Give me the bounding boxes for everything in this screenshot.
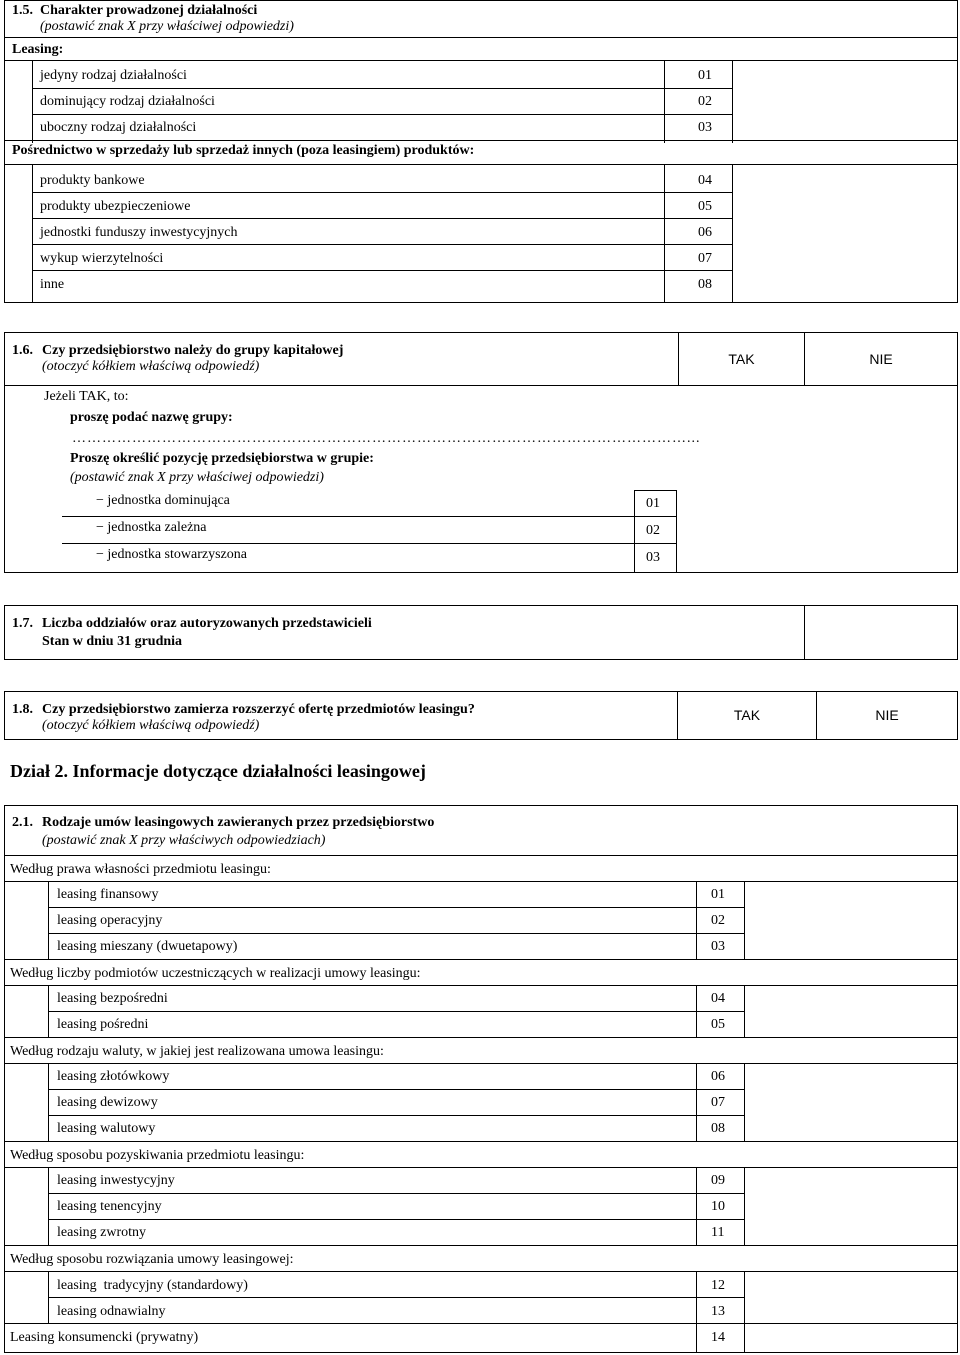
section-number: 1.8. [12, 702, 33, 717]
section-instruction: (otoczyć kółkiem właściwą odpowiedź) [42, 718, 260, 733]
count-field[interactable] [805, 606, 957, 659]
column-divider [744, 1167, 745, 1245]
divider [32, 218, 732, 219]
list-item-label: leasing tradycyjny (standardowy) [57, 1278, 248, 1293]
list-item-label: leasing odnawialny [57, 1304, 166, 1319]
divider [4, 959, 958, 960]
column-divider [744, 1271, 745, 1353]
item-text: jednostka zależna [107, 520, 207, 535]
divider [48, 1297, 744, 1298]
answer-nie[interactable]: NIE [869, 351, 893, 367]
list-item-label: leasing walutowy [57, 1121, 156, 1136]
group-heading: Według sposobu rozwiązania umowy leasingowej: [10, 1252, 294, 1267]
divider [32, 88, 732, 89]
list-item-code: 02 [711, 913, 725, 928]
name-input-dots[interactable]: ……………………………………………………………………………………………………………... [72, 431, 701, 446]
divider [48, 933, 744, 934]
column-divider [664, 164, 665, 303]
list-item-code: 04 [711, 991, 725, 1006]
podaj-nazwe-label: proszę podać nazwę grupy: [70, 410, 233, 425]
divider [4, 1063, 958, 1064]
list-item-code: 08 [698, 277, 712, 292]
jezeli-prefix: Jeżeli [44, 389, 76, 404]
divider [4, 164, 958, 165]
chapter-heading: Dział 2. Informacje dotyczące działalności leasingowej [10, 761, 426, 781]
list-item-code: 01 [711, 887, 725, 902]
list-item-label: leasing operacyjny [57, 913, 163, 928]
section-title: Czy przedsiębiorstwo zamierza rozszerzyć ofertę przedmiotów leasingu? [42, 702, 475, 717]
okreslic-label: Proszę określić pozycję przedsiębiorstwa w grupie: [70, 451, 374, 466]
list-item-label: inne [40, 277, 65, 292]
section-subtitle: Stan w dniu 31 grudnia [42, 634, 183, 649]
answer-tak[interactable]: TAK [728, 351, 755, 367]
list-item-label: leasing zwrotny [57, 1225, 147, 1240]
list-item-code: 07 [711, 1095, 725, 1110]
list-item-label: leasing złotówkowy [57, 1069, 170, 1084]
divider [32, 270, 732, 271]
list-item-code: 12 [711, 1278, 725, 1293]
group-heading: Według rodzaju waluty, w jakiej jest realizowana umowa leasingu: [10, 1044, 384, 1059]
leasing-label: Leasing: [12, 42, 64, 57]
list-item-code: 02 [698, 94, 712, 109]
divider [4, 60, 958, 61]
section-title: Liczba oddziałów oraz autoryzowanych przedstawicieli [42, 616, 372, 631]
column-divider [634, 490, 635, 573]
divider [48, 1193, 744, 1194]
list-item-code: 03 [711, 939, 725, 954]
section-title: Rodzaje umów leasingowych zawieranych przez przedsiębiorstwo [42, 815, 435, 830]
divider [4, 37, 958, 38]
column-divider [696, 1167, 697, 1245]
list-item-label: jedyny rodzaj działalności [40, 68, 187, 83]
list-item-label: leasing bezpośredni [57, 991, 168, 1006]
dash-icon: − [96, 493, 108, 508]
list-item-label: jednostki funduszy inwestycyjnych [40, 225, 238, 240]
list-item-code: 04 [698, 173, 712, 188]
divider [48, 1219, 744, 1220]
divider [634, 490, 676, 491]
divider [4, 1141, 958, 1142]
column-divider [744, 881, 745, 959]
column-divider [744, 1063, 745, 1141]
group-heading: Według sposobu pozyskiwania przedmiotu leasingu: [10, 1148, 305, 1163]
column-divider [664, 60, 665, 143]
list-item-code: 02 [646, 523, 660, 538]
list-item-label: dominujący rodzaj działalności [40, 94, 215, 109]
divider [4, 985, 958, 986]
list-item-label [96, 547, 247, 563]
item-text: jednostka dominująca [107, 493, 230, 508]
list-item-code: 05 [711, 1017, 725, 1032]
list-item-code: 03 [646, 550, 660, 565]
divider [48, 907, 744, 908]
column-divider [676, 490, 677, 573]
list-item-code: 01 [698, 68, 712, 83]
column-divider [32, 60, 33, 143]
dash-icon: − [96, 520, 108, 535]
column-divider [48, 1167, 49, 1245]
list-item-code: 06 [698, 225, 712, 240]
list-item-label [96, 520, 207, 536]
list-item-code: 09 [711, 1173, 725, 1188]
list-item-label: leasing finansowy [57, 887, 159, 902]
section-instruction: (otoczyć kółkiem właściwą odpowiedź) [42, 359, 260, 374]
column-divider [32, 164, 33, 303]
column-divider [696, 881, 697, 959]
column-divider [744, 985, 745, 1037]
divider [4, 385, 958, 386]
list-item-code: 08 [711, 1121, 725, 1136]
divider [48, 1089, 744, 1090]
divider [32, 114, 732, 115]
column-divider [48, 1063, 49, 1141]
list-item-label: uboczny rodzaj działalności [40, 120, 197, 135]
jezeli-tak: TAK [79, 389, 107, 404]
divider [4, 855, 958, 856]
group-heading: Według prawa własności przedmiotu leasingu: [10, 862, 271, 877]
list-item-label: produkty ubezpieczeniowe [40, 199, 191, 214]
column-divider [696, 1063, 697, 1141]
divider [4, 1167, 958, 1168]
list-item-label: produkty bankowe [40, 173, 145, 188]
list-item-label: leasing pośredni [57, 1017, 149, 1032]
divider [48, 1115, 744, 1116]
divider [32, 244, 732, 245]
divider [32, 192, 732, 193]
list-item-label: wykup wierzytelności [40, 251, 164, 266]
section-number: 1.6. [12, 343, 33, 358]
divider [62, 516, 676, 517]
section-instruction: (postawić znak X przy właściwej odpowiedzi) [40, 19, 294, 34]
divider [4, 1037, 958, 1038]
posrednictwo-label: Pośrednictwo w sprzedaży lub sprzedaż innych (poza leasingiem) produktów: [12, 143, 475, 158]
list-item-label: leasing mieszany (dwuetapowy) [57, 939, 238, 954]
section-title: Czy przedsiębiorstwo należy do grupy kapitałowej [42, 343, 344, 358]
column-divider [732, 164, 733, 303]
okreslic-instruction: (postawić znak X przy właściwej odpowiedzi) [70, 470, 324, 485]
divider [4, 140, 958, 141]
dash-icon: − [96, 547, 108, 562]
column-divider [732, 60, 733, 143]
section-number: 1.5. [12, 3, 33, 18]
list-item-code: 13 [711, 1304, 725, 1319]
divider [4, 1245, 958, 1246]
list-item-code: 01 [646, 496, 660, 511]
list-item-label: Leasing konsumencki (prywatny) [10, 1330, 199, 1345]
list-item-code: 06 [711, 1069, 725, 1084]
list-item-label: leasing inwestycyjny [57, 1173, 175, 1188]
list-item-label: leasing dewizowy [57, 1095, 158, 1110]
item-text: jednostka stowarzyszona [107, 547, 247, 562]
list-item-code: 11 [711, 1225, 725, 1240]
column-divider [696, 1271, 697, 1353]
jezeli-suffix: , to: [106, 389, 129, 404]
section-number: 1.7. [12, 616, 33, 631]
list-item-label: leasing tenencyjny [57, 1199, 162, 1214]
divider [62, 543, 676, 544]
section-number: 2.1. [12, 815, 33, 830]
divider [48, 1011, 744, 1012]
section-instruction: (postawić znak X przy właściwych odpowiedziach) [42, 833, 326, 848]
divider [4, 881, 958, 882]
group-heading: Według liczby podmiotów uczestniczących w realizacji umowy leasingu: [10, 966, 421, 981]
answer-tak[interactable]: TAK [733, 707, 761, 723]
list-item-code: 14 [711, 1330, 725, 1345]
divider [4, 1271, 958, 1272]
section-title: Charakter prowadzonej działalności [40, 3, 258, 18]
list-item-code: 05 [698, 199, 712, 214]
answer-nie[interactable]: NIE [875, 707, 899, 723]
column-divider [48, 881, 49, 959]
jezeli-line [44, 389, 129, 405]
list-item-label [96, 493, 230, 509]
list-item-code: 10 [711, 1199, 725, 1214]
divider [4, 1323, 958, 1324]
list-item-code: 03 [698, 120, 712, 135]
list-item-code: 07 [698, 251, 712, 266]
